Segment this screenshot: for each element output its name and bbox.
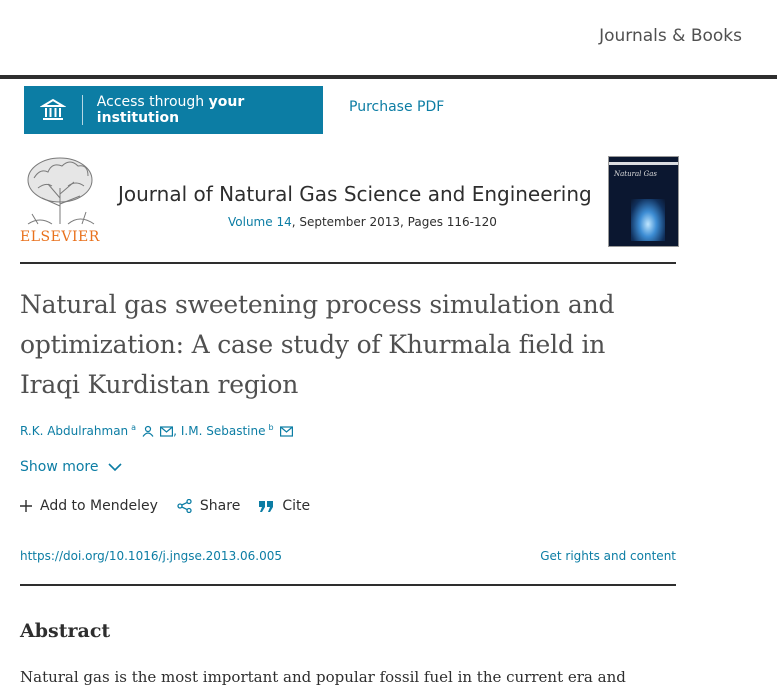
quote-icon xyxy=(259,501,274,512)
mendeley-label: Add to Mendeley xyxy=(40,498,158,514)
journals-books-link[interactable]: Journals & Books xyxy=(599,26,742,46)
plus-icon xyxy=(20,500,32,512)
cover-title: Natural Gas xyxy=(614,170,657,178)
article-actions xyxy=(20,498,329,514)
author-name-2[interactable]: I.M. Sebastine xyxy=(180,424,266,438)
volume-link[interactable]: Volume 14 xyxy=(228,215,292,229)
author-affiliation-1[interactable]: a xyxy=(131,422,137,432)
article-title: Natural gas sweetening process simulation and optimization: A case study of Khurmala field in Iraqi Kurdistan region xyxy=(20,290,615,399)
share-icon xyxy=(177,499,192,513)
top-header xyxy=(0,0,777,76)
email-icon[interactable] xyxy=(160,426,173,437)
show-more-label: Show more xyxy=(20,459,99,475)
cite-button[interactable] xyxy=(259,498,310,514)
share-label: Share xyxy=(199,498,241,514)
institution-icon xyxy=(24,86,82,134)
elsevier-wordmark: ELSEVIER xyxy=(20,229,100,245)
access-through-institution-button[interactable] xyxy=(24,86,323,134)
journal-volume-info: Volume 14, September 2013, Pages 116-120 xyxy=(228,215,497,229)
share-button[interactable] xyxy=(177,498,240,514)
author-separator: , xyxy=(173,424,177,438)
email-icon[interactable] xyxy=(280,426,293,437)
access-button-label: Access through your institution xyxy=(96,94,245,126)
cover-band xyxy=(609,162,678,165)
abstract-text: Natural gas is the most important and popular fossil fuel in the current era and xyxy=(20,668,626,686)
cite-label: Cite xyxy=(282,498,311,514)
journal-cover-image[interactable] xyxy=(608,156,679,247)
doi-link[interactable]: https://doi.org/10.1016/j.jngse.2013.06.005 xyxy=(20,549,283,563)
journal-title-link[interactable]: Journal of Natural Gas Science and Engineering xyxy=(118,182,592,206)
purchase-pdf-link[interactable]: Purchase PDF xyxy=(349,99,445,115)
show-more-button[interactable] xyxy=(20,459,122,475)
author-affiliation-2[interactable]: b xyxy=(268,422,274,432)
person-icon[interactable] xyxy=(142,425,154,437)
get-rights-link[interactable]: Get rights and content xyxy=(540,549,676,563)
author-list xyxy=(20,424,293,438)
journal-divider xyxy=(20,262,676,264)
author-name-1[interactable]: R.K. Abdulrahman xyxy=(20,424,129,438)
cover-flame-graphic xyxy=(631,199,665,241)
abstract-heading: Abstract xyxy=(20,620,111,642)
add-to-mendeley-button[interactable] xyxy=(20,498,158,514)
article-divider xyxy=(20,584,676,586)
chevron-down-icon xyxy=(108,463,122,472)
header-divider xyxy=(0,75,777,79)
